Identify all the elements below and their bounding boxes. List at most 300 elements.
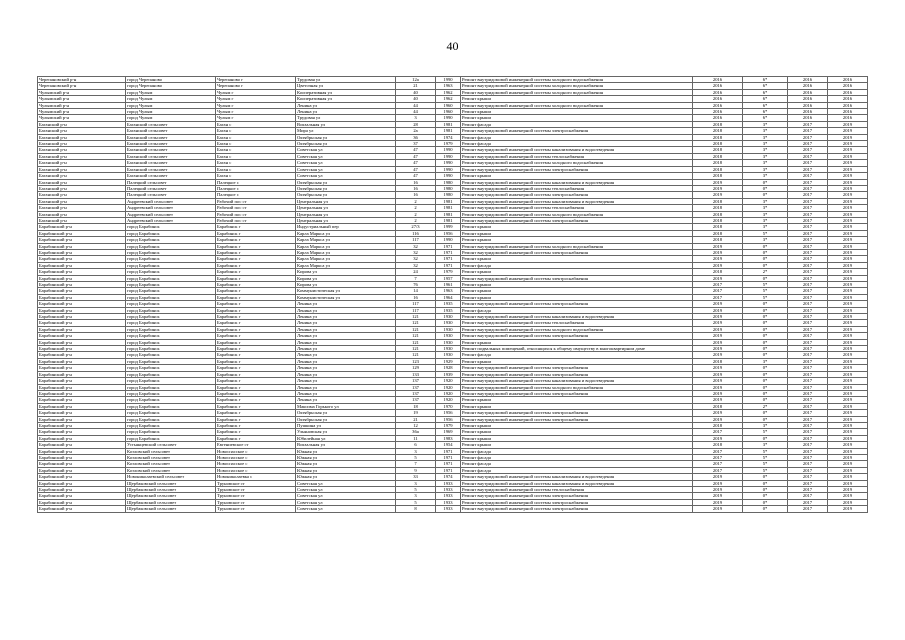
- municipality-cell: город Барабинск: [126, 326, 216, 332]
- build-year-cell: 1971: [436, 461, 461, 467]
- municipality-cell: город Барабинск: [126, 339, 216, 345]
- street-cell: Ленина ул: [296, 371, 396, 377]
- plan-year-cell: 2018: [693, 205, 743, 211]
- settlement-cell: Барабинск г: [216, 307, 296, 313]
- plan-year-cell: 2018: [693, 134, 743, 140]
- priority-cell: 3*: [743, 422, 788, 428]
- district-cell: Барабинский р-н: [38, 275, 126, 281]
- priority-cell: 0*: [743, 346, 788, 352]
- build-year-cell: 1920: [436, 378, 461, 384]
- build-year-cell: 1960: [436, 102, 461, 108]
- street-cell: Трудовая ул: [296, 115, 396, 121]
- plan-year-cell: 2018: [693, 422, 743, 428]
- period-start-cell: 2017: [788, 205, 828, 211]
- build-year-cell: 1979: [436, 141, 461, 147]
- build-year-cell: 1939: [436, 371, 461, 377]
- priority-cell: 0*: [743, 339, 788, 345]
- period-start-cell: 2017: [788, 301, 828, 307]
- priority-cell: 0*: [743, 320, 788, 326]
- work-type-cell: Ремонт внутридомовой инженерной системы теплоснабжения: [461, 487, 693, 493]
- settlement-cell: Барабинск г: [216, 435, 296, 441]
- municipality-cell: город Чулым: [126, 96, 216, 102]
- district-cell: Барабинский р-н: [38, 314, 126, 320]
- settlement-cell: Барабинск г: [216, 294, 296, 300]
- municipality-cell: город Барабинск: [126, 243, 216, 249]
- district-cell: Черепановский р-н: [38, 83, 126, 89]
- municipality-cell: Баганский сельсовет: [126, 121, 216, 127]
- district-cell: Баганский р-н: [38, 211, 126, 217]
- municipality-cell: Баганский сельсовет: [126, 147, 216, 153]
- work-type-cell: Ремонт внутридомовой инженерной системы электроснабжения: [461, 275, 693, 281]
- build-year-cell: 1933: [436, 499, 461, 505]
- period-start-cell: 2017: [788, 134, 828, 140]
- period-end-cell: 2019: [828, 429, 868, 435]
- period-end-cell: 2019: [828, 314, 868, 320]
- period-end-cell: 2019: [828, 301, 868, 307]
- district-cell: Барабинский р-н: [38, 224, 126, 230]
- work-type-cell: Ремонт внутридомовой инженерной системы электроснабжения: [461, 166, 693, 172]
- build-year-cell: 1963: [436, 288, 461, 294]
- street-cell: Ленина ул: [296, 102, 396, 108]
- period-start-cell: 2017: [788, 333, 828, 339]
- work-type-cell: Ремонт внутридомовой инженерной системы электроснабжения: [461, 410, 693, 416]
- priority-cell: 6*: [743, 83, 788, 89]
- house-number-cell: 121: [396, 320, 436, 326]
- municipality-cell: город Барабинск: [126, 224, 216, 230]
- period-end-cell: 2016: [828, 102, 868, 108]
- priority-cell: 3*: [743, 128, 788, 134]
- build-year-cell: 1920: [436, 390, 461, 396]
- build-year-cell: 1971: [436, 448, 461, 454]
- period-start-cell: 2017: [788, 192, 828, 198]
- period-start-cell: 2016: [788, 89, 828, 95]
- period-end-cell: 2019: [828, 365, 868, 371]
- settlement-cell: Рабочий пос ст: [216, 205, 296, 211]
- municipality-cell: город Барабинск: [126, 269, 216, 275]
- period-end-cell: 2019: [828, 256, 868, 262]
- period-end-cell: 2016: [828, 96, 868, 102]
- district-cell: Барабинский р-н: [38, 243, 126, 249]
- build-year-cell: 1980: [436, 192, 461, 198]
- settlement-cell: Новониколаевка с: [216, 474, 296, 480]
- priority-cell: 0*: [743, 333, 788, 339]
- plan-year-cell: 2018: [693, 358, 743, 364]
- district-cell: Баганский р-н: [38, 128, 126, 134]
- work-type-cell: Ремонт внутридомовой инженерной системы теплоснабжения: [461, 153, 693, 159]
- plan-year-cell: 2018: [693, 269, 743, 275]
- build-year-cell: 1990: [436, 237, 461, 243]
- priority-cell: 0*: [743, 262, 788, 268]
- district-cell: Барабинский р-н: [38, 493, 126, 499]
- period-end-cell: 2019: [828, 422, 868, 428]
- municipality-cell: город Барабинск: [126, 256, 216, 262]
- priority-cell: 3*: [743, 141, 788, 147]
- plan-year-cell: 2018: [693, 128, 743, 134]
- settlement-cell: Рабочий пос ст: [216, 211, 296, 217]
- work-type-cell: Ремонт внутридомовой инженерной системы холодного водоснабжения: [461, 326, 693, 332]
- street-cell: Ленина ул: [296, 314, 396, 320]
- municipality-cell: город Барабинск: [126, 346, 216, 352]
- municipality-cell: Палецкий сельсовет: [126, 192, 216, 198]
- period-end-cell: 2019: [828, 192, 868, 198]
- house-number-cell: 2а: [396, 128, 436, 134]
- house-number-cell: 47: [396, 173, 436, 179]
- period-end-cell: 2019: [828, 339, 868, 345]
- settlement-cell: Новоспасское с: [216, 454, 296, 460]
- plan-year-cell: 2019: [693, 384, 743, 390]
- work-type-cell: Ремонт внутридомовой инженерной системы электроснабжения: [461, 506, 693, 512]
- district-cell: Барабинский р-н: [38, 480, 126, 486]
- municipality-cell: Андреевский сельсовет: [126, 217, 216, 223]
- district-cell: Барабинский р-н: [38, 397, 126, 403]
- street-cell: Ленина ул: [296, 384, 396, 390]
- priority-cell: 0*: [743, 307, 788, 313]
- work-type-cell: Ремонт крыши: [461, 115, 693, 121]
- plan-year-cell: 2019: [693, 192, 743, 198]
- municipality-cell: город Чулым: [126, 102, 216, 108]
- district-cell: Барабинский р-н: [38, 487, 126, 493]
- street-cell: Вокзальная ул: [296, 442, 396, 448]
- work-type-cell: Ремонт внутридомовой инженерной системы электроснабжения: [461, 192, 693, 198]
- work-type-cell: Ремонт внутридомовой инженерной системы теплоснабжения: [461, 205, 693, 211]
- period-end-cell: 2019: [828, 410, 868, 416]
- district-cell: Барабинский р-н: [38, 262, 126, 268]
- period-end-cell: 2016: [828, 83, 868, 89]
- period-end-cell: 2019: [828, 173, 868, 179]
- table-body: [38, 77, 868, 513]
- period-end-cell: 2019: [828, 282, 868, 288]
- district-cell: Барабинский р-н: [38, 390, 126, 396]
- settlement-cell: Рабочий пос ст: [216, 217, 296, 223]
- period-start-cell: 2017: [788, 339, 828, 345]
- street-cell: Советская ул: [296, 153, 396, 159]
- period-end-cell: 2019: [828, 384, 868, 390]
- plan-year-cell: 2019: [693, 435, 743, 441]
- build-year-cell: 1974: [436, 134, 461, 140]
- period-end-cell: 2019: [828, 269, 868, 275]
- house-number-cell: 3: [396, 448, 436, 454]
- municipality-cell: город Барабинск: [126, 410, 216, 416]
- work-type-cell: Ремонт крыши: [461, 422, 693, 428]
- priority-cell: 0*: [743, 185, 788, 191]
- street-cell: Центральная ул: [296, 211, 396, 217]
- settlement-cell: Баган с: [216, 134, 296, 140]
- house-number-cell: 116: [396, 230, 436, 236]
- work-type-cell: Ремонт фасада: [461, 141, 693, 147]
- settlement-cell: Черепаново г: [216, 83, 296, 89]
- plan-year-cell: 2019: [693, 326, 743, 332]
- municipality-cell: Щербаковский сельсовет: [126, 487, 216, 493]
- street-cell: Советская ул: [296, 499, 396, 505]
- plan-year-cell: 2019: [693, 499, 743, 505]
- period-start-cell: 2017: [788, 487, 828, 493]
- house-number-cell: 47: [396, 166, 436, 172]
- street-cell: Мира ул: [296, 128, 396, 134]
- street-cell: Кооперативная ул: [296, 89, 396, 95]
- build-year-cell: 1964: [436, 294, 461, 300]
- period-end-cell: 2016: [828, 77, 868, 83]
- plan-year-cell: 2019: [693, 371, 743, 377]
- settlement-cell: Новоспасское с: [216, 448, 296, 454]
- municipality-cell: Щербаковский сельсовет: [126, 506, 216, 512]
- street-cell: Кооперативная ул: [296, 96, 396, 102]
- priority-cell: 3*: [743, 205, 788, 211]
- priority-cell: 3*: [743, 442, 788, 448]
- street-cell: Октябрьская ул: [296, 410, 396, 416]
- period-end-cell: 2019: [828, 333, 868, 339]
- period-end-cell: 2019: [828, 205, 868, 211]
- work-type-cell: Ремонт фасада: [461, 448, 693, 454]
- period-end-cell: 2019: [828, 378, 868, 384]
- period-start-cell: 2017: [788, 358, 828, 364]
- settlement-cell: Барабинск г: [216, 358, 296, 364]
- district-cell: Барабинский р-н: [38, 320, 126, 326]
- plan-year-cell: 2018: [693, 198, 743, 204]
- priority-cell: 6*: [743, 115, 788, 121]
- district-cell: Барабинский р-н: [38, 461, 126, 467]
- period-end-cell: 2019: [828, 487, 868, 493]
- plan-year-cell: 2019: [693, 493, 743, 499]
- municipality-cell: город Чулым: [126, 109, 216, 115]
- district-cell: Баганский р-н: [38, 205, 126, 211]
- street-cell: Ленина ул: [296, 301, 396, 307]
- plan-year-cell: 2018: [693, 230, 743, 236]
- settlement-cell: Чулым г: [216, 115, 296, 121]
- works-schedule-table: [37, 76, 868, 513]
- district-cell: Барабинский р-н: [38, 269, 126, 275]
- plan-year-cell: 2018: [693, 147, 743, 153]
- priority-cell: 5*: [743, 294, 788, 300]
- municipality-cell: город Барабинск: [126, 249, 216, 255]
- plan-year-cell: 2018: [693, 160, 743, 166]
- municipality-cell: город Барабинск: [126, 435, 216, 441]
- priority-cell: 0*: [743, 435, 788, 441]
- municipality-cell: город Барабинск: [126, 301, 216, 307]
- house-number-cell: 7: [396, 275, 436, 281]
- district-cell: Барабинский р-н: [38, 384, 126, 390]
- street-cell: Карла Маркса ул: [296, 230, 396, 236]
- period-start-cell: 2017: [788, 166, 828, 172]
- work-type-cell: Ремонт внутридомовой инженерной системы электроснабжения: [461, 499, 693, 505]
- priority-cell: 0*: [743, 326, 788, 332]
- work-type-cell: Ремонт внутридомовой инженерной системы электроснабжения: [461, 249, 693, 255]
- district-cell: Барабинский р-н: [38, 282, 126, 288]
- build-year-cell: 1962: [436, 89, 461, 95]
- house-number-cell: 40: [396, 89, 436, 95]
- period-start-cell: 2017: [788, 422, 828, 428]
- municipality-cell: город Барабинск: [126, 403, 216, 409]
- plan-year-cell: 2019: [693, 378, 743, 384]
- period-start-cell: 2017: [788, 185, 828, 191]
- period-start-cell: 2017: [788, 410, 828, 416]
- plan-year-cell: 2019: [693, 307, 743, 313]
- house-number-cell: 117: [396, 301, 436, 307]
- house-number-cell: 47: [396, 160, 436, 166]
- street-cell: Ленина ул: [296, 320, 396, 326]
- street-cell: Карла Маркса ул: [296, 243, 396, 249]
- street-cell: Коммунистическая ул: [296, 294, 396, 300]
- priority-cell: 0*: [743, 378, 788, 384]
- period-end-cell: 2019: [828, 506, 868, 512]
- street-cell: Ленина ул: [296, 346, 396, 352]
- work-type-cell: Ремонт фасада: [461, 307, 693, 313]
- settlement-cell: Барабинск г: [216, 288, 296, 294]
- district-cell: Барабинский р-н: [38, 403, 126, 409]
- street-cell: Ленина ул: [296, 339, 396, 345]
- priority-cell: 5*: [743, 454, 788, 460]
- plan-year-cell: 2019: [693, 314, 743, 320]
- period-start-cell: 2017: [788, 288, 828, 294]
- period-start-cell: 2017: [788, 480, 828, 486]
- district-cell: Чулымский р-н: [38, 102, 126, 108]
- house-number-cell: 28: [396, 121, 436, 127]
- build-year-cell: 1930: [436, 339, 461, 345]
- municipality-cell: Козловский сельсовет: [126, 461, 216, 467]
- street-cell: Южная ул: [296, 474, 396, 480]
- municipality-cell: Баганский сельсовет: [126, 153, 216, 159]
- priority-cell: 0*: [743, 499, 788, 505]
- period-start-cell: 2017: [788, 346, 828, 352]
- period-end-cell: 2019: [828, 217, 868, 223]
- district-cell: Барабинский р-н: [38, 454, 126, 460]
- period-end-cell: 2019: [828, 160, 868, 166]
- period-end-cell: 2019: [828, 128, 868, 134]
- plan-year-cell: 2017: [693, 294, 743, 300]
- period-end-cell: 2019: [828, 224, 868, 230]
- municipality-cell: город Барабинск: [126, 371, 216, 377]
- district-cell: Баганский р-н: [38, 217, 126, 223]
- period-start-cell: 2017: [788, 307, 828, 313]
- municipality-cell: город Чулым: [126, 115, 216, 121]
- work-type-cell: Ремонт внутридомовой инженерной системы холодного водоснабжения: [461, 243, 693, 249]
- municipality-cell: город Черепаново: [126, 77, 216, 83]
- period-start-cell: 2017: [788, 198, 828, 204]
- district-cell: Чулымский р-н: [38, 89, 126, 95]
- build-year-cell: 1999: [436, 224, 461, 230]
- street-cell: Советская ул: [296, 173, 396, 179]
- work-type-cell: Ремонт крыши: [461, 397, 693, 403]
- street-cell: Максима Горького ул: [296, 403, 396, 409]
- house-number-cell: 16: [396, 294, 436, 300]
- period-start-cell: 2017: [788, 249, 828, 255]
- work-type-cell: Ремонт внутридомовой инженерной системы теплоснабжения: [461, 320, 693, 326]
- priority-cell: 0*: [743, 352, 788, 358]
- build-year-cell: 1928: [436, 365, 461, 371]
- street-cell: Кирова ул: [296, 275, 396, 281]
- period-end-cell: 2019: [828, 346, 868, 352]
- priority-cell: 0*: [743, 390, 788, 396]
- build-year-cell: 1930: [436, 352, 461, 358]
- street-cell: Центральная ул: [296, 217, 396, 223]
- build-year-cell: 1961: [436, 282, 461, 288]
- priority-cell: 0*: [743, 384, 788, 390]
- work-type-cell: Ремонт крыши: [461, 282, 693, 288]
- house-number-cell: 33: [396, 474, 436, 480]
- street-cell: Карла Маркса ул: [296, 256, 396, 262]
- period-start-cell: 2017: [788, 320, 828, 326]
- plan-year-cell: 2017: [693, 461, 743, 467]
- street-cell: Ленина ул: [296, 390, 396, 396]
- settlement-cell: Баган с: [216, 160, 296, 166]
- work-type-cell: Ремонт крыши: [461, 288, 693, 294]
- priority-cell: 3*: [743, 166, 788, 172]
- settlement-cell: Барабинск г: [216, 237, 296, 243]
- priority-cell: 0*: [743, 410, 788, 416]
- house-number-cell: 32: [396, 262, 436, 268]
- plan-year-cell: 2016: [693, 77, 743, 83]
- priority-cell: 3*: [743, 358, 788, 364]
- district-cell: Барабинский р-н: [38, 365, 126, 371]
- priority-cell: 5*: [743, 230, 788, 236]
- period-start-cell: 2017: [788, 230, 828, 236]
- plan-year-cell: 2016: [693, 96, 743, 102]
- district-cell: Баганский р-н: [38, 147, 126, 153]
- work-type-cell: Ремонт фасада: [461, 262, 693, 268]
- priority-cell: 5*: [743, 461, 788, 467]
- settlement-cell: Барабинск г: [216, 314, 296, 320]
- work-type-cell: Ремонт внутридомовой инженерной системы канализования и водоотведения: [461, 179, 693, 185]
- municipality-cell: город Черепаново: [126, 83, 216, 89]
- street-cell: Советская ул: [296, 160, 396, 166]
- build-year-cell: 1990: [436, 160, 461, 166]
- house-number-cell: 121: [396, 326, 436, 332]
- work-type-cell: Ремонт внутридомовой инженерной системы канализования и водоотведения: [461, 474, 693, 480]
- table-row: [38, 506, 868, 512]
- priority-cell: 0*: [743, 192, 788, 198]
- district-cell: Барабинский р-н: [38, 301, 126, 307]
- street-cell: Кирова ул: [296, 269, 396, 275]
- district-cell: Баганский р-н: [38, 185, 126, 191]
- priority-cell: 3*: [743, 224, 788, 230]
- municipality-cell: Баганский сельсовет: [126, 128, 216, 134]
- plan-year-cell: 2019: [693, 416, 743, 422]
- priority-cell: 5*: [743, 467, 788, 473]
- municipality-cell: Козловский сельсовет: [126, 467, 216, 473]
- period-start-cell: 2017: [788, 326, 828, 332]
- period-start-cell: 2017: [788, 314, 828, 320]
- plan-year-cell: 2019: [693, 301, 743, 307]
- priority-cell: 5*: [743, 448, 788, 454]
- house-number-cell: 2: [396, 211, 436, 217]
- build-year-cell: 1983: [436, 435, 461, 441]
- settlement-cell: Барабинск г: [216, 352, 296, 358]
- work-type-cell: Ремонт крыши: [461, 429, 693, 435]
- municipality-cell: город Барабинск: [126, 358, 216, 364]
- settlement-cell: Труновское ст: [216, 487, 296, 493]
- district-cell: Барабинский р-н: [38, 371, 126, 377]
- period-end-cell: 2019: [828, 442, 868, 448]
- priority-cell: 3*: [743, 217, 788, 223]
- district-cell: Барабинский р-н: [38, 339, 126, 345]
- build-year-cell: 1981: [436, 217, 461, 223]
- priority-cell: 0*: [743, 301, 788, 307]
- priority-cell: 3*: [743, 173, 788, 179]
- build-year-cell: 1971: [436, 256, 461, 262]
- build-year-cell: 1981: [436, 211, 461, 217]
- period-start-cell: 2017: [788, 467, 828, 473]
- municipality-cell: Андреевский сельсовет: [126, 205, 216, 211]
- period-start-cell: 2017: [788, 217, 828, 223]
- house-number-cell: 2: [396, 217, 436, 223]
- district-cell: Барабинский р-н: [38, 442, 126, 448]
- plan-year-cell: 2019: [693, 262, 743, 268]
- street-cell: Индустриальный пер: [296, 224, 396, 230]
- work-type-cell: Ремонт крыши: [461, 294, 693, 300]
- house-number-cell: 76: [396, 282, 436, 288]
- plan-year-cell: 2019: [693, 346, 743, 352]
- build-year-cell: 1956: [436, 416, 461, 422]
- work-type-cell: Ремонт внутридомовой инженерной системы холодного водоснабжения: [461, 77, 693, 83]
